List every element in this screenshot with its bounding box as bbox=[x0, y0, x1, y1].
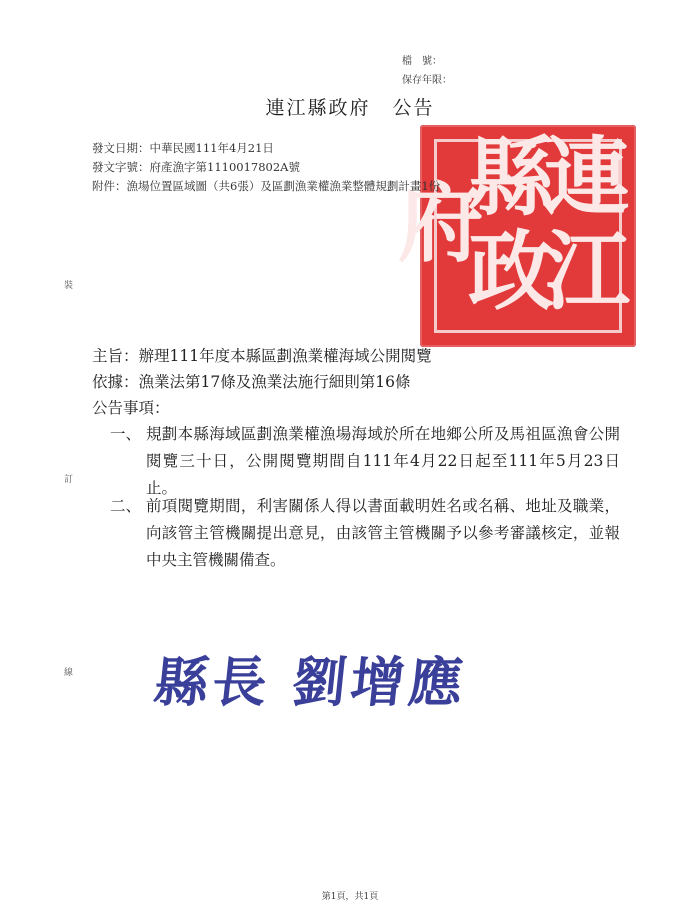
subject-label: 主旨： bbox=[92, 347, 139, 365]
issue-date: 發文日期：中華民國111年4月21日 bbox=[92, 141, 274, 155]
issue-ref: 發文字號：府產漁字第1110017802A號 bbox=[92, 160, 300, 174]
document-title bbox=[0, 93, 700, 120]
signature-name: 劉增應 bbox=[289, 650, 470, 714]
issue-date-value: 中華民國111年4月21日 bbox=[149, 141, 274, 155]
legal-basis bbox=[92, 369, 410, 396]
binding-mark-bottom: 線 bbox=[64, 668, 74, 678]
item-text: 規劃本縣海域區劃漁業權漁場海域於所在地鄉公所及馬祖區漁會公開閱覽三十日，公開閱覽期間自111年4月22日起至111年5月23日止。 bbox=[146, 425, 620, 497]
retention-period-label: 保存年限： bbox=[402, 75, 452, 86]
announcement-item-1 bbox=[110, 421, 620, 502]
agency-name: 連江縣政府 bbox=[265, 97, 371, 119]
official-seal bbox=[398, 125, 636, 347]
subject bbox=[92, 343, 432, 370]
basis-text: 漁業法第17條及漁業法施行細則第16條 bbox=[138, 373, 411, 391]
subject-text: 辦理111年度本縣區劃漁業權海域公開閱覽 bbox=[138, 347, 432, 365]
issue-ref-value: 府產漁字第1110017802A號 bbox=[149, 160, 300, 174]
magistrate-signature bbox=[151, 640, 471, 717]
attachment: 附件：漁場位置區域圖（共6張）及區劃漁業權漁業整體規劃計畫1份 bbox=[92, 179, 441, 193]
doc-type: 公告 bbox=[392, 97, 435, 119]
signature-title: 縣長 bbox=[151, 650, 274, 714]
seal-characters: 連 江 縣 政 府 bbox=[398, 127, 630, 322]
basis-label: 依據： bbox=[92, 373, 139, 391]
announcement-items-label: 公告事項： bbox=[92, 399, 170, 417]
item-text: 前項閱覽期間，利害關係人得以書面載明姓名或名稱、地址及職業，向該管主管機關提出意見，由該管主管機關予以參考審議核定，並報中央主管機關備查。 bbox=[146, 497, 620, 569]
page-number: 第1頁，共1頁 bbox=[321, 892, 379, 902]
item-number: 一、 bbox=[110, 425, 142, 443]
attachment-value: 漁場位置區域圖（共6張）及區劃漁業權漁業整體規劃計畫1份 bbox=[126, 179, 441, 193]
item-number: 二、 bbox=[110, 497, 142, 515]
file-number-label: 檔 號： bbox=[402, 56, 442, 67]
announcement-item-2 bbox=[110, 493, 620, 574]
binding-mark-top: 裝 bbox=[64, 281, 74, 291]
binding-mark-middle: 訂 bbox=[64, 475, 74, 485]
